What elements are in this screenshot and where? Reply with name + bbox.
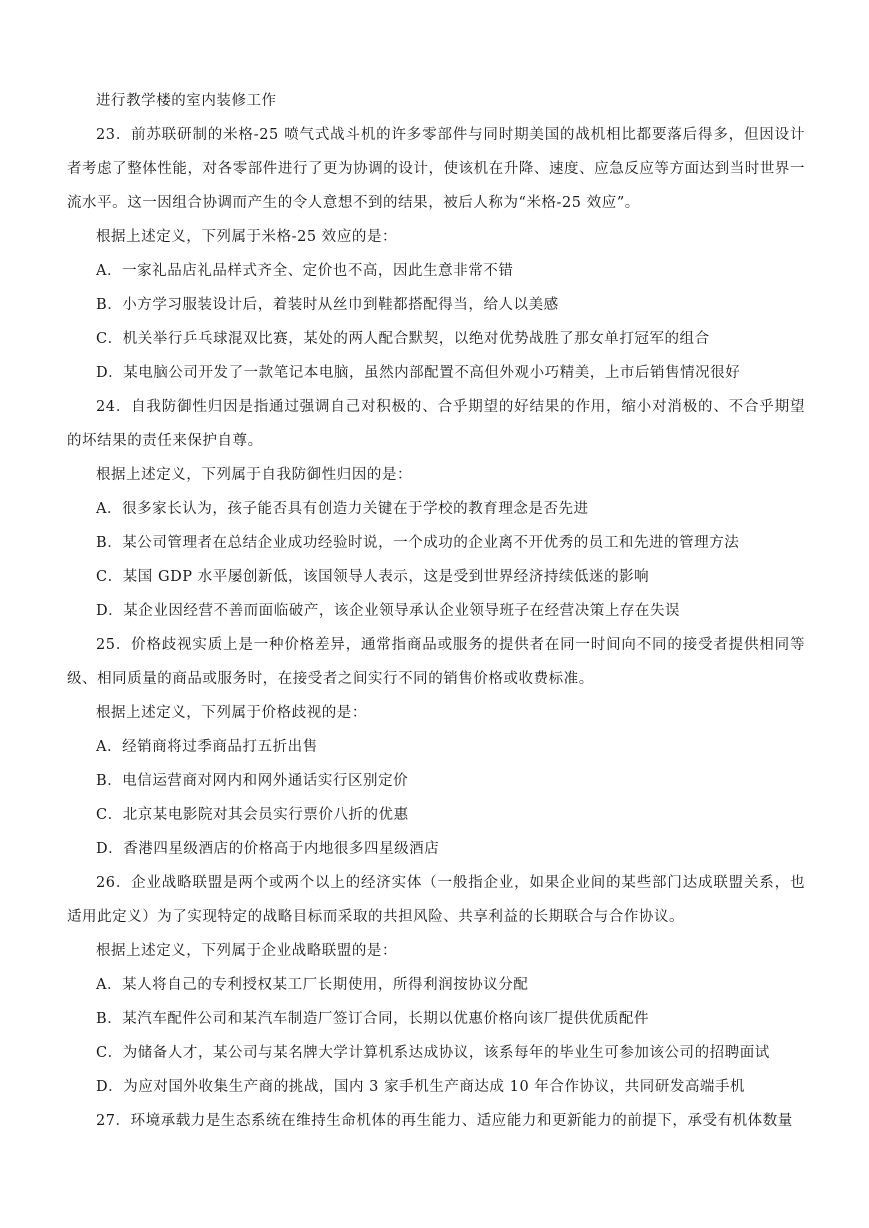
question-25-option-c: C．北京某电影院对其会员实行票价八折的优惠 xyxy=(96,807,409,823)
question-26-option-c: C．为储备人才，某公司与某名牌大学计算机系达成协议，该系每年的毕业生可参加该公司的招聘面试 xyxy=(96,1045,770,1061)
question-24-option-d: D．某企业因经营不善而面临破产，该企业领导承认企业领导班子在经营决策上存在失误 xyxy=(96,603,681,619)
question-23-stem: 23．前苏联研制的米格-25 喷气式战斗机的许多零部件与同时期美国的战机相比都要落后得多，但因设计者考虑了整体性能，对各零部件进行了更为协调的设计，使该机在升降、速度、应急反应等方面达到当时世界一流水平。这一因组合协调而产生的令人意想不到的结果，被后人称为“米格-25 效应”。 xyxy=(67,127,805,211)
document-page xyxy=(67,84,805,1138)
question-26-option-a: A．某人将自己的专利授权某工厂长期使用，所得利润按协议分配 xyxy=(96,977,529,993)
question-24-option-c: C．某国 GDP 水平屡创新低，该国领导人表示，这是受到世界经济持续低迷的影响 xyxy=(96,569,650,585)
text-line: 进行教学楼的室内装修工作 xyxy=(96,93,277,109)
question-23-option-b: B．小方学习服装设计后，着装时从丝巾到鞋都搭配得当，给人以美感 xyxy=(96,297,559,313)
question-25-stem: 25．价格歧视实质上是一种价格差异，通常指商品或服务的提供者在同一时间向不同的接受者提供相同等级、相同质量的商品或服务时，在接受者之间实行不同的销售价格或收费标准。 xyxy=(67,637,805,687)
question-26-option-b: B．某汽车配件公司和某汽车制造厂签订合同，长期以优惠价格向该厂提供优质配件 xyxy=(96,1011,650,1027)
question-23-prompt: 根据上述定义，下列属于米格-25 效应的是： xyxy=(96,229,398,245)
question-24-option-b: B．某公司管理者在总结企业成功经验时说，一个成功的企业离不开优秀的员工和先进的管理方法 xyxy=(96,535,740,551)
question-23-option-c: C．机关举行乒乓球混双比赛，某处的两人配合默契，以绝对优势战胜了那女单打冠军的组合 xyxy=(96,331,710,347)
question-23-option-d: D．某电脑公司开发了一款笔记本电脑，虽然内部配置不高但外观小巧精美，上市后销售情况很好 xyxy=(96,365,741,381)
question-25-option-a: A．经销商将过季商品打五折出售 xyxy=(96,739,318,755)
question-24-prompt: 根据上述定义，下列属于自我防御性归因的是： xyxy=(96,467,413,483)
question-26-prompt: 根据上述定义，下列属于企业战略联盟的是： xyxy=(96,943,397,959)
question-24-option-a: A．很多家长认为，孩子能否具有创造力关键在于学校的教育理念是否先进 xyxy=(96,501,589,517)
question-26-option-d: D．为应对国外收集生产商的挑战，国内 3 家手机生产商达成 10 年合作协议，共同研发高端手机 xyxy=(96,1079,746,1095)
question-26-stem: 26．企业战略联盟是两个或两个以上的经济实体（一般指企业，如果企业间的某些部门达成联盟关系，也适用此定义）为了实现特定的战略目标而采取的共担风险、共享利益的长期联合与合作协议。 xyxy=(67,875,805,925)
question-24-stem: 24．自我防御性归因是指通过强调自己对积极的、合乎期望的好结果的作用，缩小对消极的、不合乎期望的坏结果的责任来保护自尊。 xyxy=(67,399,805,449)
question-25-option-b: B．电信运营商对网内和网外通话实行区别定价 xyxy=(96,773,409,789)
question-25-option-d: D．香港四星级酒店的价格高于内地很多四星级酒店 xyxy=(96,841,440,857)
question-27-stem: 27．环境承载力是生态系统在维持生命机体的再生能力、适应能力和更新能力的前提下，承受有机体数量 xyxy=(96,1113,793,1129)
question-23-option-a: A．一家礼品店礼品样式齐全、定价也不高，因此生意非常不错 xyxy=(96,263,514,279)
question-25-prompt: 根据上述定义，下列属于价格歧视的是： xyxy=(96,705,367,721)
